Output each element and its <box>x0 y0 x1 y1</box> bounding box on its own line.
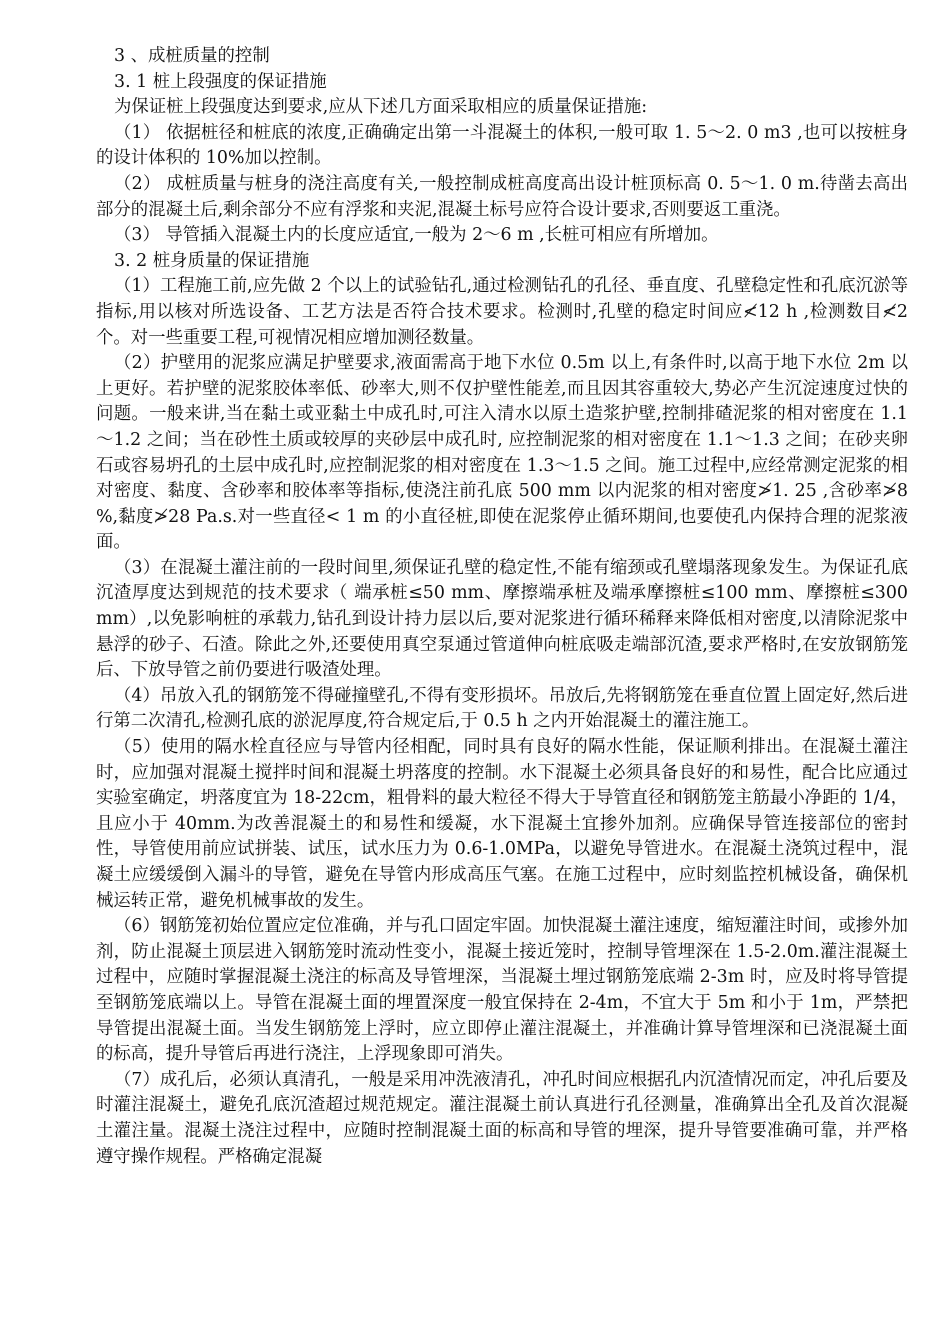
document-page <box>96 44 908 1170</box>
subsection-1-item-3: （3） 导管插入混凝土内的长度应适宜,一般为 2～6 m ,长桩可相应有所增加。 <box>114 225 719 246</box>
subsection-1-heading: 3. 1 桩上段强度的保证措施 <box>114 71 327 92</box>
subsection-2-heading: 3. 2 桩身质量的保证措施 <box>114 250 310 271</box>
subsection-1-item-2: （2） 成桩质量与桩身的浇注高度有关,一般控制成桩高度高出设计桩顶标高 0. 5～1. 0 m.待凿去高出部分的混凝土后,剩余部分不应有浮浆和夹泥,混凝土标号应符合设计要求,否则要返工重浇。 <box>96 173 908 220</box>
subsection-2-item-2: （2）护壁用的泥浆应满足护壁要求,液面需高于地下水位 0.5m 以上,有条件时,以高于地下水位 2m 以上更好。若护壁的泥浆胶体率低、砂率大,则不仅护壁性能差,而且因其容重较大,势必产生沉淀速度过快的问题。一般来讲,当在黏土或亚黏土中成孔时,可注入清水以原土造浆护壁,控制排碴泥浆的相对密度在 1.1～1.2 之间；当在砂性土质或较厚的夹砂层中成孔时, 应控制泥浆的相对密度在 1.1～1.3 之间；在砂夹卵石或容易坍孔的土层中成孔时,应控制泥浆的相对密度在 1.3～1.5 之间。施工过程中,应经常测定泥浆的相对密度、黏度、含砂率和胶体率等指标,使浇注前孔底 500 mm 以内泥浆的相对密度≯1. 25 ,含砂率≯8 %,黏度≯28 Pa.s.对一些直径< 1 m 的小直径桩,即使在泥浆停止循环期间,也要使孔内保持合理的泥浆液面。 <box>96 353 908 553</box>
subsection-2-item-6: （6）钢筋笼初始位置应定位准确，并与孔口固定牢固。加快混凝土灌注速度，缩短灌注时间，或掺外加剂，防止混凝土顶层进入钢筋笼时流动性变小，混凝土接近笼时，控制导管埋深在 1.5-2.0m.灌注混凝土过程中，应随时掌握混凝土浇注的标高及导管埋深，当混凝土埋过钢筋笼底端 2-3m 时，应及时将导管提至钢筋笼底端以上。导管在混凝土面的埋置深度一般宜保持在 2-4m，不宜大于 5m 和小于 1m，严禁把导管提出混凝土面。当发生钢筋笼上浮时，应立即停止灌注混凝土，并准确计算导管埋深和已浇混凝土面的标高，提升导管后再进行浇注，上浮现象即可消失。 <box>96 916 908 1065</box>
subsection-2-item-3: （3）在混凝土灌注前的一段时间里,须保证孔壁的稳定性,不能有缩颈或孔壁塌落现象发生。为保证孔底沉渣厚度达到规范的技术要求（ 端承桩≤50 mm、摩擦端承桩及端承摩擦桩≤100 mm、摩擦桩≤300 mm）,以免影响桩的承载力,钻孔到设计持力层以后,要对泥浆进行循环稀释来降低相对密度,以清除泥浆中悬浮的砂子、石渣。除此之外,还要使用真空泵通过管道伸向桩底吸走端部沉渣,要求严格时,在安放钢筋笼后、下放导管之前仍要进行吸渣处理。 <box>96 557 908 681</box>
subsection-2-item-5: （5）使用的隔水栓直径应与导管内径相配，同时具有良好的隔水性能，保证顺利排出。在混凝土灌注时，应加强对混凝土搅拌时间和混凝土坍落度的控制。水下混凝土必须具备良好的和易性，配合比应通过实验室确定，坍落度宜为 18-22cm，粗骨料的最大粒径不得大于导管直径和钢筋笼主筋最小净距的 1/4，且应小于 40mm.为改善混凝土的和易性和缓凝，水下混凝土宜掺外加剂。应确保导管连接部位的密封性，导管使用前应试拼装、试压，试水压力为 0.6-1.0MPa，以避免导管进水。在混凝土浇筑过程中，混凝土应缓缓倒入漏斗的导管，避免在导管内形成高压气塞。在施工过程中，应时刻监控机械设备，确保机械运转正常，避免机械事故的发生。 <box>96 737 908 911</box>
section-heading: 3 、成桩质量的控制 <box>114 46 270 66</box>
subsection-2-item-1: （1）工程施工前,应先做 2 个以上的试验钻孔,通过检测钻孔的孔径、垂直度、孔壁稳定性和孔底沉淤等指标,用以核对所选设备、工艺方法是否符合技术要求。检测时,孔壁的稳定时间应≮12 h ,检测数目≮2 个。对一些重要工程,可视情况相应增加测径数量。 <box>96 276 908 348</box>
subsection-2-item-4: （4）吊放入孔的钢筋笼不得碰撞壁孔,不得有变形损坏。吊放后,先将钢筋笼在垂直位置上固定好,然后进行第二次清孔,检测孔底的淤泥厚度,符合规定后,于 0.5 h 之内开始混凝土的灌注施工。 <box>96 685 908 732</box>
subsection-1-item-1: （1） 依据桩径和桩底的浓度,正确确定出第一斗混凝土的体积,一般可取 1. 5～2. 0 m3 ,也可以按桩身的设计体积的 10%加以控制。 <box>96 122 908 169</box>
subsection-2-item-7: （7）成孔后，必须认真清孔，一般是采用冲洗液清孔，冲孔时间应根据孔内沉渣情况而定，冲孔后要及时灌注混凝土，避免孔底沉渣超过规范规定。灌注混凝土前认真进行孔径测量，准确算出全孔及首次混凝土灌注量。混凝土浇注过程中，应随时控制混凝土面的标高和导管的埋深，提升导管要准确可靠，并严格遵守操作规程。严格确定混凝 <box>96 1069 908 1167</box>
subsection-1-intro: 为保证桩上段强度达到要求,应从下述几方面采取相应的质量保证措施: <box>114 97 648 118</box>
